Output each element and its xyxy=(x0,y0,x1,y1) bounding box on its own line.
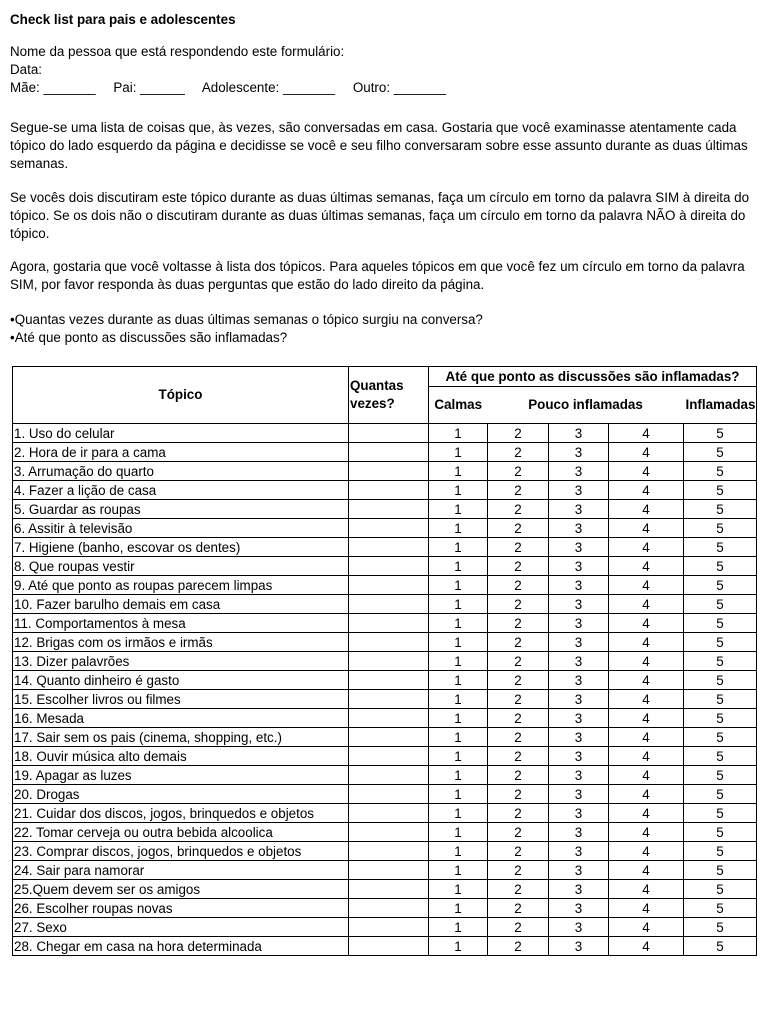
table-row xyxy=(13,519,757,538)
table-row xyxy=(13,709,757,728)
scale-option-4[interactable]: 4 xyxy=(609,538,684,557)
scale-option-3[interactable]: 3 xyxy=(549,576,609,595)
scale-option-1[interactable]: 1 xyxy=(429,918,488,937)
scale-option-2[interactable]: 2 xyxy=(488,614,549,633)
count-input-cell[interactable] xyxy=(349,424,429,443)
count-input-cell[interactable] xyxy=(349,842,429,861)
scale-option-1[interactable]: 1 xyxy=(429,462,488,481)
scale-option-5[interactable]: 5 xyxy=(684,633,757,652)
scale-option-3[interactable]: 3 xyxy=(549,842,609,861)
table-row xyxy=(13,918,757,937)
scale-option-5[interactable]: 5 xyxy=(684,728,757,747)
scale-option-1[interactable]: 1 xyxy=(429,766,488,785)
table-row xyxy=(13,747,757,766)
scale-option-1[interactable]: 1 xyxy=(429,500,488,519)
scale-option-2[interactable]: 2 xyxy=(488,842,549,861)
table-row xyxy=(13,728,757,747)
scale-option-4[interactable]: 4 xyxy=(609,576,684,595)
scale-option-4[interactable]: 4 xyxy=(609,785,684,804)
scale-option-4[interactable]: 4 xyxy=(609,861,684,880)
scale-option-4[interactable]: 4 xyxy=(609,728,684,747)
scale-option-4[interactable]: 4 xyxy=(609,766,684,785)
table-row xyxy=(13,652,757,671)
scale-option-4[interactable]: 4 xyxy=(609,747,684,766)
scale-option-2[interactable]: 2 xyxy=(488,576,549,595)
table-row xyxy=(13,481,757,500)
topic-cell: 17. Sair sem os pais (cinema, shopping, etc.) xyxy=(13,728,349,747)
scale-option-1[interactable]: 1 xyxy=(429,899,488,918)
scale-option-5[interactable]: 5 xyxy=(684,823,757,842)
scale-option-2[interactable]: 2 xyxy=(488,747,549,766)
scale-option-3[interactable]: 3 xyxy=(549,652,609,671)
scale-option-5[interactable]: 5 xyxy=(684,595,757,614)
scale-option-1[interactable]: 1 xyxy=(429,728,488,747)
scale-option-2[interactable]: 2 xyxy=(488,424,549,443)
table-row xyxy=(13,576,757,595)
table-row xyxy=(13,633,757,652)
scale-option-4[interactable]: 4 xyxy=(609,614,684,633)
scale-mid-label: Pouco inflamadas xyxy=(488,387,684,424)
role-mother: Mãe: _______ xyxy=(10,80,96,95)
count-input-cell[interactable] xyxy=(349,766,429,785)
count-input-cell[interactable] xyxy=(349,652,429,671)
scale-option-3[interactable]: 3 xyxy=(549,633,609,652)
scale-option-3[interactable]: 3 xyxy=(549,823,609,842)
scale-option-5[interactable]: 5 xyxy=(684,557,757,576)
count-input-cell[interactable] xyxy=(349,785,429,804)
scale-option-2[interactable]: 2 xyxy=(488,462,549,481)
scale-option-5[interactable]: 5 xyxy=(684,899,757,918)
scale-option-5[interactable]: 5 xyxy=(684,576,757,595)
scale-option-1[interactable]: 1 xyxy=(429,481,488,500)
scale-option-5[interactable]: 5 xyxy=(684,861,757,880)
topic-cell: 12. Brigas com os irmãos e irmãs xyxy=(13,633,349,652)
scale-option-2[interactable]: 2 xyxy=(488,728,549,747)
role-other: Outro: _______ xyxy=(352,80,446,95)
instruction-text: Se vocês dois discutiram este tópico durante as duas últimas semanas, faça um círculo em torno da palavra SIM à direita do tópico. Se os dois não o discutiram durante as duas últimas semanas, faça um círculo em torno da palavra NÃO à direita do tópico. xyxy=(10,190,750,241)
count-input-cell[interactable] xyxy=(349,918,429,937)
count-input-cell[interactable] xyxy=(349,804,429,823)
scale-option-2[interactable]: 2 xyxy=(488,918,549,937)
scale-option-3[interactable]: 3 xyxy=(549,671,609,690)
scale-option-1[interactable]: 1 xyxy=(429,785,488,804)
scale-option-3[interactable]: 3 xyxy=(549,538,609,557)
instruction-text: Agora, gostaria que você voltasse à lista dos tópicos. Para aqueles tópicos em que você fez um círculo em torno da palavra SIM, por favor responda às duas perguntas que estão do lado direito da página. xyxy=(10,259,745,292)
scale-option-3[interactable]: 3 xyxy=(549,937,609,956)
instruction-paragraph-2 xyxy=(10,189,758,243)
scale-option-4[interactable]: 4 xyxy=(609,595,684,614)
scale-option-5[interactable]: 5 xyxy=(684,519,757,538)
scale-option-3[interactable]: 3 xyxy=(549,804,609,823)
topic-header: Tópico xyxy=(13,367,349,424)
count-input-cell[interactable] xyxy=(349,728,429,747)
date-label: Data: xyxy=(10,62,43,77)
table-row xyxy=(13,880,757,899)
count-input-cell[interactable] xyxy=(349,633,429,652)
table-row xyxy=(13,766,757,785)
topic-cell: 22. Tomar cerveja ou outra bebida alcoolica xyxy=(13,823,349,842)
table-row xyxy=(13,500,757,519)
scale-option-2[interactable]: 2 xyxy=(488,899,549,918)
scale-option-5[interactable]: 5 xyxy=(684,424,757,443)
scale-option-4[interactable]: 4 xyxy=(609,557,684,576)
scale-option-1[interactable]: 1 xyxy=(429,709,488,728)
topic-cell: 27. Sexo xyxy=(13,918,349,937)
table-row xyxy=(13,595,757,614)
scale-option-5[interactable]: 5 xyxy=(684,443,757,462)
scale-option-4[interactable]: 4 xyxy=(609,709,684,728)
topic-cell: 3. Arrumação do quarto xyxy=(13,462,349,481)
scale-option-2[interactable]: 2 xyxy=(488,519,549,538)
scale-option-5[interactable]: 5 xyxy=(684,709,757,728)
table-row xyxy=(13,690,757,709)
scale-option-2[interactable]: 2 xyxy=(488,937,549,956)
count-input-cell[interactable] xyxy=(349,671,429,690)
count-input-cell[interactable] xyxy=(349,614,429,633)
scale-option-4[interactable]: 4 xyxy=(609,804,684,823)
count-input-cell[interactable] xyxy=(349,538,429,557)
topic-cell: 6. Assitir à televisão xyxy=(13,519,349,538)
respondent-label: Nome da pessoa que está respondendo este formulário: xyxy=(10,44,345,59)
topic-cell: 26. Escolher roupas novas xyxy=(13,899,349,918)
count-input-cell[interactable] xyxy=(349,481,429,500)
scale-option-1[interactable]: 1 xyxy=(429,937,488,956)
table-row xyxy=(13,614,757,633)
scale-option-2[interactable]: 2 xyxy=(488,443,549,462)
topic-cell: 5. Guardar as roupas xyxy=(13,500,349,519)
scale-option-1[interactable]: 1 xyxy=(429,538,488,557)
scale-option-1[interactable]: 1 xyxy=(429,861,488,880)
scale-option-3[interactable]: 3 xyxy=(549,462,609,481)
scale-option-5[interactable]: 5 xyxy=(684,842,757,861)
count-header: Quantas vezes? xyxy=(349,367,429,424)
scale-option-2[interactable]: 2 xyxy=(488,709,549,728)
intensity-header: Até que ponto as discussões são inflamadas? xyxy=(429,367,757,387)
scale-option-1[interactable]: 1 xyxy=(429,576,488,595)
scale-option-4[interactable]: 4 xyxy=(609,671,684,690)
count-input-cell[interactable] xyxy=(349,861,429,880)
topic-cell: 13. Dizer palavrões xyxy=(13,652,349,671)
count-input-cell[interactable] xyxy=(349,462,429,481)
count-input-cell[interactable] xyxy=(349,595,429,614)
scale-option-1[interactable]: 1 xyxy=(429,557,488,576)
scale-option-4[interactable]: 4 xyxy=(609,823,684,842)
count-input-cell[interactable] xyxy=(349,443,429,462)
scale-option-2[interactable]: 2 xyxy=(488,538,549,557)
scale-option-5[interactable]: 5 xyxy=(684,937,757,956)
question-list xyxy=(10,311,758,347)
scale-option-3[interactable]: 3 xyxy=(549,690,609,709)
count-input-cell[interactable] xyxy=(349,557,429,576)
scale-option-4[interactable]: 4 xyxy=(609,937,684,956)
scale-option-2[interactable]: 2 xyxy=(488,652,549,671)
count-input-cell[interactable] xyxy=(349,519,429,538)
scale-option-3[interactable]: 3 xyxy=(549,709,609,728)
topic-rows xyxy=(13,424,757,956)
scale-option-5[interactable]: 5 xyxy=(684,652,757,671)
page-title: Check list para pais e adolescentes xyxy=(10,12,236,27)
scale-option-1[interactable]: 1 xyxy=(429,690,488,709)
table-row xyxy=(13,443,757,462)
scale-option-1[interactable]: 1 xyxy=(429,595,488,614)
scale-option-4[interactable]: 4 xyxy=(609,424,684,443)
topic-cell: 2. Hora de ir para a cama xyxy=(13,443,349,462)
scale-option-4[interactable]: 4 xyxy=(609,462,684,481)
scale-option-4[interactable]: 4 xyxy=(609,500,684,519)
scale-option-3[interactable]: 3 xyxy=(549,557,609,576)
table-row xyxy=(13,861,757,880)
topic-cell: 7. Higiene (banho, escovar os dentes) xyxy=(13,538,349,557)
scale-option-3[interactable]: 3 xyxy=(549,614,609,633)
scale-hot-label: Inflamadas xyxy=(684,387,757,424)
role-fields xyxy=(10,79,758,97)
scale-option-3[interactable]: 3 xyxy=(549,500,609,519)
question-item: •Até que ponto as discussões são inflamadas? xyxy=(10,330,288,345)
scale-option-1[interactable]: 1 xyxy=(429,614,488,633)
topic-cell: 1. Uso do celular xyxy=(13,424,349,443)
topic-cell: 16. Mesada xyxy=(13,709,349,728)
count-input-cell[interactable] xyxy=(349,690,429,709)
scale-option-4[interactable]: 4 xyxy=(609,918,684,937)
table-row xyxy=(13,785,757,804)
scale-option-3[interactable]: 3 xyxy=(549,443,609,462)
scale-option-3[interactable]: 3 xyxy=(549,519,609,538)
count-input-cell[interactable] xyxy=(349,823,429,842)
scale-option-1[interactable]: 1 xyxy=(429,671,488,690)
topic-cell: 25.Quem devem ser os amigos xyxy=(13,880,349,899)
table-row xyxy=(13,823,757,842)
scale-option-4[interactable]: 4 xyxy=(609,633,684,652)
scale-option-2[interactable]: 2 xyxy=(488,633,549,652)
scale-option-5[interactable]: 5 xyxy=(684,462,757,481)
table-row xyxy=(13,557,757,576)
scale-option-1[interactable]: 1 xyxy=(429,424,488,443)
scale-option-5[interactable]: 5 xyxy=(684,880,757,899)
scale-option-5[interactable]: 5 xyxy=(684,918,757,937)
scale-option-4[interactable]: 4 xyxy=(609,519,684,538)
scale-option-3[interactable]: 3 xyxy=(549,785,609,804)
topic-cell: 18. Ouvir música alto demais xyxy=(13,747,349,766)
scale-option-4[interactable]: 4 xyxy=(609,443,684,462)
topic-cell: 21. Cuidar dos discos, jogos, brinquedos e objetos xyxy=(13,804,349,823)
scale-option-3[interactable]: 3 xyxy=(549,861,609,880)
scale-option-3[interactable]: 3 xyxy=(549,899,609,918)
scale-option-2[interactable]: 2 xyxy=(488,690,549,709)
scale-option-3[interactable]: 3 xyxy=(549,747,609,766)
scale-option-2[interactable]: 2 xyxy=(488,500,549,519)
topic-cell: 11. Comportamentos à mesa xyxy=(13,614,349,633)
scale-option-2[interactable]: 2 xyxy=(488,595,549,614)
scale-option-2[interactable]: 2 xyxy=(488,823,549,842)
role-father: Pai: ______ xyxy=(113,80,185,95)
scale-option-3[interactable]: 3 xyxy=(549,880,609,899)
scale-option-3[interactable]: 3 xyxy=(549,424,609,443)
count-input-cell[interactable] xyxy=(349,937,429,956)
count-input-cell[interactable] xyxy=(349,880,429,899)
count-input-cell[interactable] xyxy=(349,709,429,728)
topic-cell: 23. Comprar discos, jogos, brinquedos e objetos xyxy=(13,842,349,861)
topic-cell: 14. Quanto dinheiro é gasto xyxy=(13,671,349,690)
topic-cell: 8. Que roupas vestir xyxy=(13,557,349,576)
scale-calm-label: Calmas xyxy=(429,387,488,424)
scale-option-3[interactable]: 3 xyxy=(549,766,609,785)
scale-option-5[interactable]: 5 xyxy=(684,500,757,519)
scale-option-5[interactable]: 5 xyxy=(684,481,757,500)
scale-option-2[interactable]: 2 xyxy=(488,671,549,690)
scale-option-3[interactable]: 3 xyxy=(549,481,609,500)
scale-option-4[interactable]: 4 xyxy=(609,481,684,500)
respondent-info xyxy=(10,43,758,97)
instruction-text: Segue-se uma lista de coisas que, às vezes, são conversadas em casa. Gostaria que você examinasse atentamente cada tópico do lado esquerdo da página e decidisse se você e seu filho conversaram sobre esse assunto durante as duas últimas semanas. xyxy=(10,120,748,171)
scale-option-4[interactable]: 4 xyxy=(609,899,684,918)
table-row xyxy=(13,842,757,861)
instruction-paragraph-3 xyxy=(10,258,758,294)
scale-option-2[interactable]: 2 xyxy=(488,785,549,804)
scale-option-1[interactable]: 1 xyxy=(429,880,488,899)
scale-option-4[interactable]: 4 xyxy=(609,690,684,709)
table-row xyxy=(13,671,757,690)
instruction-paragraph-1 xyxy=(10,119,758,173)
scale-option-4[interactable]: 4 xyxy=(609,842,684,861)
scale-option-1[interactable]: 1 xyxy=(429,519,488,538)
scale-option-1[interactable]: 1 xyxy=(429,804,488,823)
scale-option-3[interactable]: 3 xyxy=(549,595,609,614)
scale-option-1[interactable]: 1 xyxy=(429,823,488,842)
scale-option-2[interactable]: 2 xyxy=(488,861,549,880)
topic-cell: 9. Até que ponto as roupas parecem limpas xyxy=(13,576,349,595)
scale-option-1[interactable]: 1 xyxy=(429,842,488,861)
question-item: •Quantas vezes durante as duas últimas semanas o tópico surgiu na conversa? xyxy=(10,312,483,327)
role-adolescent: Adolescente: _______ xyxy=(201,80,336,95)
scale-option-5[interactable]: 5 xyxy=(684,671,757,690)
scale-option-4[interactable]: 4 xyxy=(609,652,684,671)
scale-option-1[interactable]: 1 xyxy=(429,633,488,652)
topic-cell: 4. Fazer a lição de casa xyxy=(13,481,349,500)
scale-option-5[interactable]: 5 xyxy=(684,614,757,633)
scale-option-2[interactable]: 2 xyxy=(488,804,549,823)
scale-option-1[interactable]: 1 xyxy=(429,652,488,671)
scale-option-1[interactable]: 1 xyxy=(429,443,488,462)
scale-option-2[interactable]: 2 xyxy=(488,481,549,500)
scale-option-5[interactable]: 5 xyxy=(684,747,757,766)
topic-table xyxy=(12,366,757,956)
table-row xyxy=(13,937,757,956)
scale-option-3[interactable]: 3 xyxy=(549,918,609,937)
count-input-cell[interactable] xyxy=(349,576,429,595)
scale-option-5[interactable]: 5 xyxy=(684,766,757,785)
topic-cell: 15. Escolher livros ou filmes xyxy=(13,690,349,709)
table-row xyxy=(13,538,757,557)
table-row xyxy=(13,804,757,823)
scale-option-5[interactable]: 5 xyxy=(684,690,757,709)
topic-cell: 10. Fazer barulho demais em casa xyxy=(13,595,349,614)
topic-cell: 20. Drogas xyxy=(13,785,349,804)
scale-option-5[interactable]: 5 xyxy=(684,804,757,823)
scale-option-2[interactable]: 2 xyxy=(488,557,549,576)
scale-option-3[interactable]: 3 xyxy=(549,728,609,747)
topic-cell: 19. Apagar as luzes xyxy=(13,766,349,785)
topic-cell: 28. Chegar em casa na hora determinada xyxy=(13,937,349,956)
table-row xyxy=(13,899,757,918)
scale-option-2[interactable]: 2 xyxy=(488,880,549,899)
scale-option-5[interactable]: 5 xyxy=(684,785,757,804)
count-input-cell[interactable] xyxy=(349,747,429,766)
scale-option-1[interactable]: 1 xyxy=(429,747,488,766)
scale-option-5[interactable]: 5 xyxy=(684,538,757,557)
table-row xyxy=(13,462,757,481)
scale-option-4[interactable]: 4 xyxy=(609,880,684,899)
topic-cell: 24. Sair para namorar xyxy=(13,861,349,880)
count-input-cell[interactable] xyxy=(349,899,429,918)
count-input-cell[interactable] xyxy=(349,500,429,519)
table-row xyxy=(13,424,757,443)
scale-option-2[interactable]: 2 xyxy=(488,766,549,785)
